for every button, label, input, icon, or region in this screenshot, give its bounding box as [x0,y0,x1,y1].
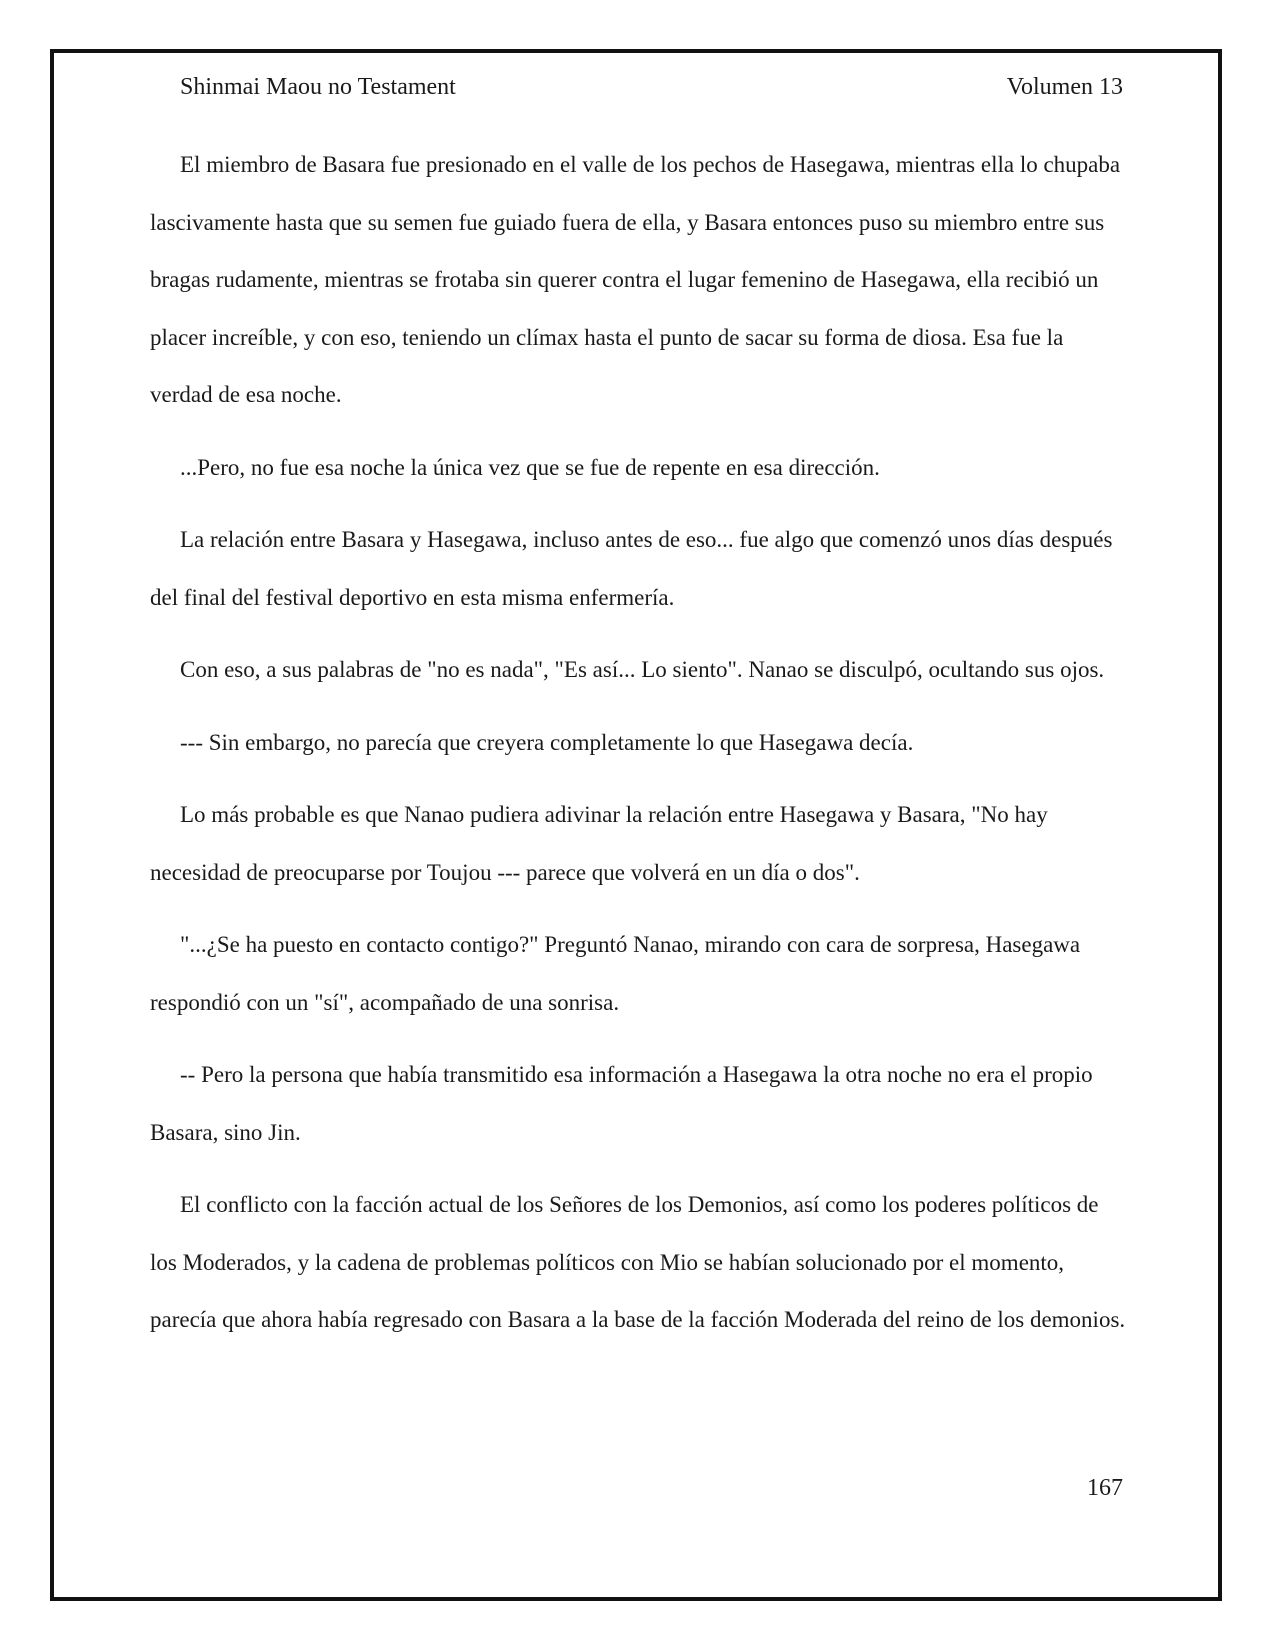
paragraph: Lo más probable es que Nanao pudiera adivinar la relación entre Hasegawa y Basara, "No hay necesidad de preocuparse por Toujou --- parece que volverá en un día o dos". [150,802,1048,885]
paragraph: El miembro de Basara fue presionado en el valle de los pechos de Hasegawa, mientras ella lo chupaba lascivamente hasta que su semen fue guiado fuera de ella, y Basara entonces puso su miembro entre sus bragas rudamente, mientras se frotaba sin querer contra el lugar femenino de Hasegawa, ella recibió un placer increíble, y con eso, teniendo un clímax hasta el punto de sacar su forma de diosa. Esa fue la verdad de esa noche. [150,152,1121,407]
body-text [150,136,1130,1364]
paragraph: La relación entre Basara y Hasegawa, incluso antes de eso... fue algo que comenzó unos días después del final del festival deportivo en esta misma enfermería. [150,527,1113,610]
page-number: 167 [1087,1475,1123,1501]
paragraph: -- Pero la persona que había transmitido esa información a Hasegawa la otra noche no era el propio Basara, sino Jin. [150,1062,1093,1145]
paragraph: El conflicto con la facción actual de los Señores de los Demonios, así como los poderes políticos de los Moderados, y la cadena de problemas políticos con Mio se habían solucionado por el momento, parecía que ahora había regresado con Basara a la base de la facción Moderada del reino de los demonios. [150,1192,1126,1332]
paragraph: ...Pero, no fue esa noche la única vez que se fue de repente en esa dirección. [180,454,880,480]
paragraph: Con eso, a sus palabras de "no es nada", "Es así... Lo siento". Nanao se disculpó, ocultando sus ojos. [180,657,1105,682]
volume-label: Volumen 13 [1006,74,1123,100]
paragraph: --- Sin embargo, no parecía que creyera completamente lo que Hasegawa decía. [180,729,914,755]
paragraph: "...¿Se ha puesto en contacto contigo?" Preguntó Nanao, mirando con cara de sorpresa, Hasegawa respondió con un "sí", acompañado de una sonrisa. [150,932,1081,1015]
book-title: Shinmai Maou no Testament [180,74,456,100]
